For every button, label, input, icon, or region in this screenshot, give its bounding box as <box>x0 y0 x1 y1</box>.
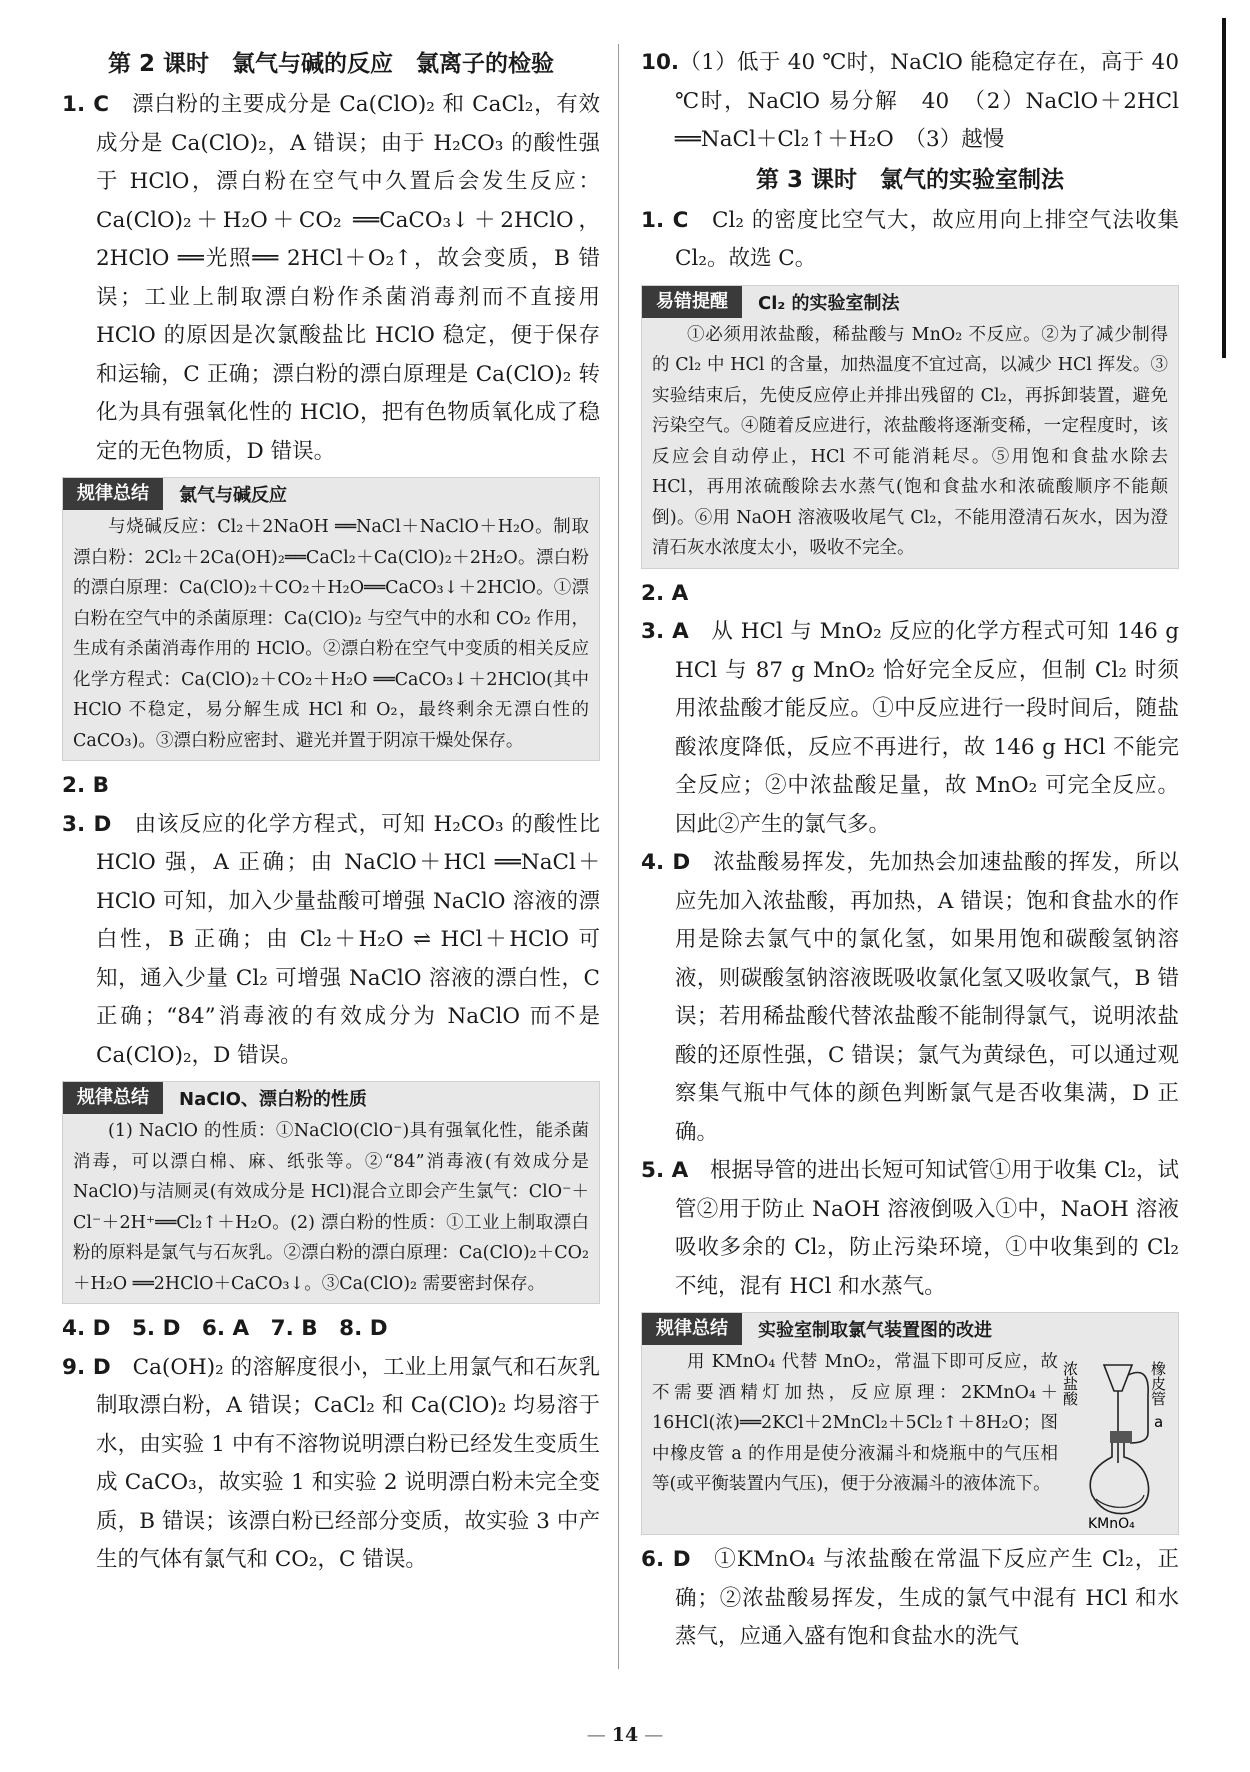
warning-box-lab-preparation <box>641 285 1179 569</box>
page-edge-bar <box>1222 18 1226 358</box>
answer-item: 3. D 由该反应的化学方程式，可知 H₂CO₃ 的酸性比 HClO 强，A 正确；由 NaClO＋HCl ══NaCl＋HClO 可知，加入少量盐酸可增强 NaClO 溶液的漂白性，B 正确；由 Cl₂＋H₂O ⇌ HCl＋HClO 可知，通入少量 Cl₂ 可增强 NaClO 溶液的漂白性，C 正确；“84”消毒液的有效成分为 NaClO 而不是 Ca(ClO)₂，D 错误。 <box>62 811 600 1068</box>
box-body: 与烧碱反应：Cl₂＋2NaOH ══NaCl＋NaClO＋H₂O。制取漂白粉：2Cl₂＋2Ca(OH)₂══CaCl₂＋Ca(ClO)₂＋2H₂O。漂白粉的漂白原理：Ca(ClO)₂＋CO₂＋H₂O══CaCO₃↓＋2HClO。①漂白粉在空气中的杀菌原理：Ca(ClO)₂ 与空气中的水和 CO₂ 作用，生成有杀菌消毒作用的 HClO。②漂白粉在空气中变质的相关反应化学方程式：Ca(ClO)₂＋CO₂＋H₂O ══CaCO₃↓＋2HClO(其中 HClO 不稳定，易分解生成 HCl 和 O₂，最终剩余无漂白性的 CaCO₃)。③漂白粉应密封、避光并置于阴凉干燥处保存。 <box>73 517 589 751</box>
box-title: 实验室制取氯气装置图的改进 <box>758 1320 992 1341</box>
page-footer: — 14 — <box>586 1724 664 1746</box>
box-title: NaClO、漂白粉的性质 <box>179 1089 367 1110</box>
section-title-lesson-3: 第 3 课时 氯气的实验室制法 <box>755 166 1065 193</box>
answer-item: 2. A <box>641 580 689 606</box>
answer-item: 2. B <box>62 773 109 798</box>
section-title-lesson-2: 第 2 课时 氯气与碱的反应 氯离子的检验 <box>107 51 555 77</box>
box-tag: 规律总结 <box>63 478 163 510</box>
box-title: Cl₂ 的实验室制法 <box>758 292 900 314</box>
right-column <box>641 44 1179 1657</box>
answer-item: 4. D 5. D 6. A 7. B 8. D <box>62 1316 388 1341</box>
box-body: ①必须用浓盐酸，稀盐酸与 MnO₂ 不反应。②为了减少制得的 Cl₂ 中 HCl 的含量，加热温度不宜过高，以减少 HCl 挥发。③实验结束后，先使反应停止并排出残留的 Cl₂，再拆卸装置，避免污染空气。④随着反应进行，浓盐酸将逐渐变稀，一定程度时，该反应会自动停止，HCl 不可能消耗尽。⑤用饱和食盐水除去 HCl，再用浓硫酸除去水蒸气(饱和食盐水和浓硫酸顺序不能颠倒)。⑥用 NaOH 溶液吸收尾气 Cl₂，不能用澄清石灰水，因为澄清石灰水浓度太小，吸收不完全。 <box>652 324 1168 558</box>
box-title: 氯气与碱反应 <box>179 485 287 506</box>
page-number: 14 <box>611 1724 639 1746</box>
box-tag: 规律总结 <box>63 1082 163 1114</box>
summary-box-apparatus-improvement <box>641 1312 1179 1535</box>
apparatus-figure <box>1061 1345 1178 1534</box>
answer-item: 5. A 根据导管的进出长短可知试管①用于收集 Cl₂，试管②用于防止 NaOH 溶液倒吸入①中，NaOH 溶液吸收多余的 Cl₂，防止污染环境，①中收集到的 Cl₂ 不纯，混有 HCl 和水蒸气。 <box>641 1158 1179 1299</box>
flask-diagram-icon <box>1061 1345 1178 1532</box>
answer-item: 3. A 从 HCl 与 MnO₂ 反应的化学方程式可知 146 g HCl 与 87 g MnO₂ 恰好完全反应，但制 Cl₂ 时须用浓盐酸才能反应。①中反应进行一段时间后，随盐酸浓度降低，反应不再进行，故 146 g HCl 不能完全反应；②中浓盐酸足量，故 MnO₂ 可完全反应。因此②产生的氯气多。 <box>641 619 1179 837</box>
answer-item: 1. C Cl₂ 的密度比空气大，故应用向上排空气法收集 Cl₂。故选 C。 <box>641 207 1179 271</box>
summary-box-naclo-properties <box>62 1081 600 1304</box>
answer-item: 1. C 漂白粉的主要成分是 Ca(ClO)₂ 和 CaCl₂，有效成分是 Ca(ClO)₂，A 错误；由于 H₂CO₃ 的酸性强于 HClO，漂白粉在空气中久置后会发生反应：Ca(ClO)₂＋H₂O＋CO₂ ══CaCO₃↓＋2HClO，2HClO ══光照══ 2HCl＋O₂↑，故会变质，B 错误；工业上制取漂白粉作杀菌消毒剂而不直接用 HClO 的原因是次氯酸盐比 HClO 稳定，便于保存和运输，C 正确；漂白粉的漂白原理是 Ca(ClO)₂ 转化为具有强氧化性的 HClO，把有色物质氧化成了稳定的无色物质，D 错误。 <box>62 92 600 464</box>
box-tag: 易错提醒 <box>642 286 742 318</box>
answer-item: 9. D Ca(OH)₂ 的溶解度很小，工业上用氯气和石灰乳制取漂白粉，A 错误；CaCl₂ 和 Ca(ClO)₂ 均易溶于水，由实验 1 中有不溶物说明漂白粉已经发生变质生成 CaCO₃，故实验 1 和实验 2 说明漂白粉未完全变质，B 错误；该漂白粉已经部分变质，故实验 3 中产生的气体有氯气和 CO₂，C 错误。 <box>62 1354 600 1572</box>
answer-item: 6. D ①KMnO₄ 与浓盐酸在常温下反应产生 Cl₂，正确；②浓盐酸易挥发，生成的氯气中混有 HCl 和水蒸气，应通入盛有饱和食盐水的洗气 <box>641 1547 1179 1649</box>
column-divider <box>618 44 619 1669</box>
label-rubber-tube: 橡皮管 <box>1149 1361 1167 1406</box>
summary-box-chlorine-alkali <box>62 477 600 761</box>
label-conc-hcl: 浓盐酸 <box>1061 1361 1079 1406</box>
label-a: a <box>1154 1413 1164 1431</box>
box-body: (1) NaClO 的性质：①NaClO(ClO⁻)具有强氧化性，能杀菌消毒，可以漂白棉、麻、纸张等。②“84”消毒液(有效成分是 NaClO)与洁厕灵(有效成分是 HCl)混合立即会产生氯气：ClO⁻＋Cl⁻＋2H⁺══Cl₂↑＋H₂O。(2) 漂白粉的性质：①工业上制取漂白粉的原料是氯气与石灰乳。②漂白粉的漂白原理：Ca(ClO)₂＋CO₂＋H₂O ══2HClO＋CaCO₃↓。③Ca(ClO)₂ 需要密封保存。 <box>73 1121 589 1294</box>
box-tag: 规律总结 <box>642 1313 742 1345</box>
box-body: 用 KMnO₄ 代替 MnO₂，常温下即可反应，故不需要酒精灯加热，反应原理：2KMnO₄＋16HCl(浓)══2KCl＋2MnCl₂＋5Cl₂↑＋8H₂O；图中橡皮管 a 的作用是使分液漏斗和烧瓶中的气压相等(或平衡装置内气压)，便于分液漏斗的液体流下。 <box>652 1352 1058 1494</box>
left-column <box>62 44 600 1580</box>
label-kmno4: KMnO₄ <box>1088 1516 1135 1532</box>
answer-item: 10.（1）低于 40 ℃时，NaClO 能稳定存在，高于 40 ℃时，NaClO 易分解 40 （2）NaClO＋2HCl ══NaCl＋Cl₂↑＋H₂O （3）越慢 <box>641 50 1179 152</box>
answer-item: 4. D 浓盐酸易挥发，先加热会加速盐酸的挥发，所以应先加入浓盐酸，再加热，A 错误；饱和食盐水的作用是除去氯气中的氯化氢，如果用饱和碳酸氢钠溶液，则碳酸氢钠溶液既吸收氯化氢又吸收氯气，B 错误；若用稀盐酸代替浓盐酸不能制得氯气，说明浓盐酸的还原性强，C 错误；氯气为黄绿色，可以通过观察集气瓶中气体的颜色判断氯气是否收集满，D 正确。 <box>641 850 1179 1145</box>
